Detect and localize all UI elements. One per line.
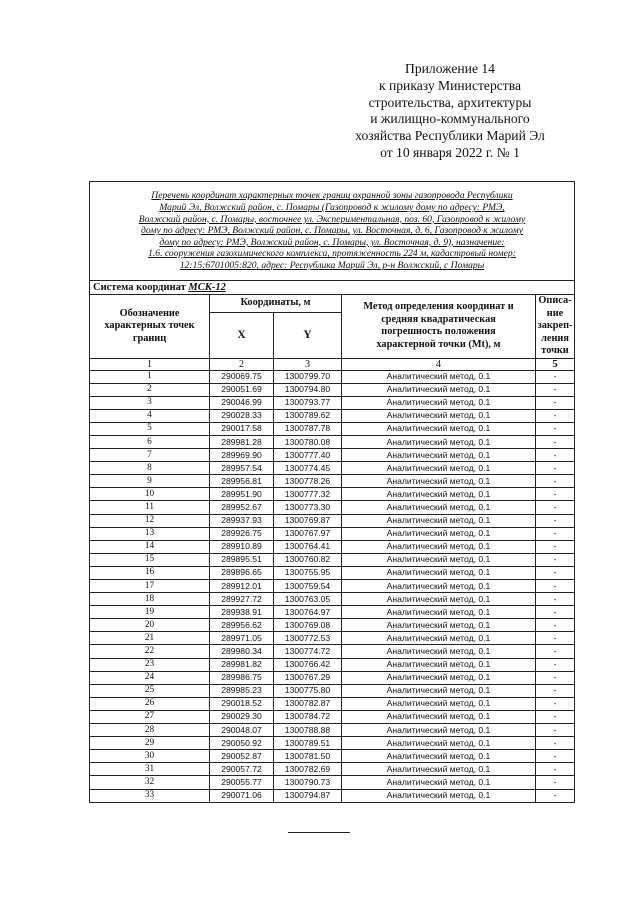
fixing-description-cell: - [536,370,575,383]
appendix-header-line: хозяйства Республики Марий Эл [355,128,545,144]
designation-header-line: характерных точек [104,320,195,331]
fixing-description-cell: - [536,671,575,684]
fixing-description-cell: - [536,435,575,448]
method-cell: Аналитический метод, 0.1 [342,710,536,723]
table-row [90,475,575,488]
table-body [90,370,575,802]
table-row [90,737,575,750]
point-number-cell: 33 [90,789,210,802]
column-number: 5 [536,358,575,370]
fixing-description-cell: - [536,449,575,462]
point-number-cell: 3 [90,396,210,409]
x-coordinate-cell: 289969.90 [210,449,274,462]
fixing-description-cell: - [536,475,575,488]
appendix-header-line: Приложение 14 [405,61,495,76]
y-coordinate-cell: 1300764.97 [274,606,342,619]
point-number-cell: 29 [90,737,210,750]
method-cell: Аналитический метод, 0.1 [342,619,536,632]
description-line: Волжский район, с. Помары, восточнее ул. Экспериментальная, поз. 60, Газопровод к жилому [138,213,526,225]
column-number: 4 [342,358,536,370]
y-coordinate-cell: 1300787.78 [274,422,342,435]
fixing-description-cell: - [536,540,575,553]
method-header-line: Метод определения координат и [363,301,514,313]
y-coordinate-cell: 1300774.72 [274,645,342,658]
point-number-cell: 15 [90,553,210,566]
fixing-description-cell: - [536,710,575,723]
fixing-description-cell: - [536,658,575,671]
column-number: 3 [274,358,342,370]
point-number-cell: 7 [90,449,210,462]
y-coordinate-cell: 1300789.51 [274,737,342,750]
table-row [90,750,575,763]
y-coordinate-cell: 1300764.41 [274,540,342,553]
method-cell: Аналитический метод, 0.1 [342,422,536,435]
x-coordinate-cell: 289956.81 [210,475,274,488]
method-cell: Аналитический метод, 0.1 [342,370,536,383]
column-number: 1 [90,358,210,370]
point-number-cell: 31 [90,763,210,776]
table-row [90,462,575,475]
method-header-line: средняя квадратическая [381,313,496,325]
method-cell: Аналитический метод, 0.1 [342,658,536,671]
y-coordinate-cell: 1300766.42 [274,658,342,671]
description-header [536,295,575,359]
x-coordinate-cell: 290018.52 [210,697,274,710]
x-coordinate-cell: 290028.33 [210,409,274,422]
table-row [90,449,575,462]
x-coordinate-cell: 289912.01 [210,580,274,593]
point-number-cell: 26 [90,697,210,710]
method-cell: Аналитический метод, 0.1 [342,409,536,422]
table-row [90,370,575,383]
y-coordinate-cell: 1300794.87 [274,789,342,802]
point-number-cell: 16 [90,566,210,579]
y-coordinate-cell: 1300763.05 [274,593,342,606]
method-cell: Аналитический метод, 0.1 [342,697,536,710]
fixing-description-cell: - [536,409,575,422]
x-coordinate-cell: 289981.28 [210,435,274,448]
description-line: дому по адресу: РМЭ, Волжский район, с. Помары, ул. Восточная, д. 6, Газопровод к жилому [141,225,523,237]
description-line: 1.6. сооружения газохимического комплекса, протяженность 224 м, кадастровый номер: [148,248,516,260]
table-row [90,632,575,645]
x-coordinate-cell: 289985.23 [210,684,274,697]
method-cell: Аналитический метод, 0.1 [342,514,536,527]
table-row [90,422,575,435]
table-row [90,671,575,684]
description-header-line: ние [546,307,564,319]
designation-header-line: границ [132,332,167,344]
table-row [90,435,575,448]
y-coordinate-cell: 1300793.77 [274,396,342,409]
footer-separator [288,832,350,833]
y-header: Y [274,313,342,358]
x-coordinate-cell: 289981.82 [210,658,274,671]
x-coordinate-cell: 290052.87 [210,750,274,763]
method-cell: Аналитический метод, 0.1 [342,553,536,566]
method-cell: Аналитический метод, 0.1 [342,527,536,540]
table-row [90,566,575,579]
fixing-description-cell: - [536,789,575,802]
y-coordinate-cell: 1300769.87 [274,514,342,527]
fixing-description-cell: - [536,422,575,435]
method-cell: Аналитический метод, 0.1 [342,737,536,750]
y-coordinate-cell: 1300789.62 [274,409,342,422]
x-coordinate-cell: 289971.05 [210,632,274,645]
method-cell: Аналитический метод, 0.1 [342,789,536,802]
y-coordinate-cell: 1300777.32 [274,488,342,501]
point-number-cell: 32 [90,776,210,789]
y-coordinate-cell: 1300790.73 [274,776,342,789]
fixing-description-cell: - [536,383,575,396]
column-number: 2 [210,358,274,370]
table-row [90,527,575,540]
y-coordinate-cell: 1300767.29 [274,671,342,684]
x-coordinate-cell: 289926.75 [210,527,274,540]
y-coordinate-cell: 1300775.80 [274,684,342,697]
method-cell: Аналитический метод, 0.1 [342,750,536,763]
x-coordinate-cell: 289957.54 [210,462,274,475]
fixing-description-cell: - [536,737,575,750]
fixing-description-cell: - [536,619,575,632]
x-coordinate-cell: 289952.67 [210,501,274,514]
method-cell: Аналитический метод, 0.1 [342,449,536,462]
appendix-header [300,61,600,162]
point-number-cell: 17 [90,580,210,593]
table-row [90,684,575,697]
x-coordinate-cell: 290051.69 [210,383,274,396]
point-number-cell: 21 [90,632,210,645]
y-coordinate-cell: 1300794.80 [274,383,342,396]
method-cell: Аналитический метод, 0.1 [342,645,536,658]
method-header-line: погрешность положения [381,326,496,338]
appendix-header-line: и жилищно-коммунального [370,111,530,127]
y-coordinate-cell: 1300777.40 [274,449,342,462]
point-number-cell: 4 [90,409,210,422]
x-coordinate-cell: 290057.72 [210,763,274,776]
point-number-cell: 19 [90,606,210,619]
x-coordinate-cell: 290071.06 [210,789,274,802]
method-cell: Аналитический метод, 0.1 [342,435,536,448]
method-cell: Аналитический метод, 0.1 [342,580,536,593]
fixing-description-cell: - [536,750,575,763]
point-number-cell: 10 [90,488,210,501]
method-cell: Аналитический метод, 0.1 [342,776,536,789]
description-header-line: закреп- [537,320,573,331]
y-coordinate-cell: 1300788.88 [274,724,342,737]
method-cell: Аналитический метод, 0.1 [342,632,536,645]
table-row [90,514,575,527]
x-coordinate-cell: 289896.65 [210,566,274,579]
description-header-line: Описа- [538,295,572,306]
point-number-cell: 12 [90,514,210,527]
table-row [90,619,575,632]
x-coordinate-cell: 290046.99 [210,396,274,409]
x-coordinate-cell: 290017.58 [210,422,274,435]
y-coordinate-cell: 1300772.53 [274,632,342,645]
designation-header-line: Обозначение [119,307,180,319]
y-coordinate-cell: 1300799.70 [274,370,342,383]
y-coordinate-cell: 1300774.45 [274,462,342,475]
method-cell: Аналитический метод, 0.1 [342,606,536,619]
table-row [90,593,575,606]
x-coordinate-cell: 290055.77 [210,776,274,789]
fixing-description-cell: - [536,553,575,566]
appendix-header-line: строительства, архитектуры [368,94,532,110]
table-row [90,606,575,619]
x-coordinate-cell: 289986.75 [210,671,274,684]
y-coordinate-cell: 1300778.26 [274,475,342,488]
table-row [90,553,575,566]
description-header-line: точки [541,345,569,356]
method-cell: Аналитический метод, 0.1 [342,593,536,606]
y-coordinate-cell: 1300755.95 [274,566,342,579]
fixing-description-cell: - [536,488,575,501]
method-cell: Аналитический метод, 0.1 [342,383,536,396]
coordinates-table [89,181,575,803]
fixing-description-cell: - [536,527,575,540]
x-coordinate-cell: 289937.93 [210,514,274,527]
table-row [90,645,575,658]
x-coordinate-cell: 290069.75 [210,370,274,383]
point-number-cell: 25 [90,684,210,697]
point-number-cell: 18 [90,593,210,606]
method-cell: Аналитический метод, 0.1 [342,475,536,488]
y-coordinate-cell: 1300769.08 [274,619,342,632]
appendix-header-line: от 10 января 2022 г. № 1 [380,144,520,160]
fixing-description-cell: - [536,593,575,606]
description-line: Марий Эл, Волжский район, с. Помары (Газопровод к жилому дому по адресу: РМЭ, [159,202,505,214]
point-number-cell: 5 [90,422,210,435]
y-coordinate-cell: 1300759.54 [274,580,342,593]
x-header: X [210,313,274,358]
point-number-cell: 14 [90,540,210,553]
fixing-description-cell: - [536,697,575,710]
table-row [90,383,575,396]
method-cell: Аналитический метод, 0.1 [342,566,536,579]
coordinate-system [90,281,575,295]
x-coordinate-cell: 290029.30 [210,710,274,723]
x-coordinate-cell: 289927.72 [210,593,274,606]
point-number-cell: 30 [90,750,210,763]
table-row [90,776,575,789]
description-line: дому по адресу: РМЭ, Волжский район, с. Помары, ул. Восточная, д. 9), назначение: [159,236,505,248]
table-row [90,658,575,671]
description-header-line: ления [541,332,569,344]
point-number-cell: 6 [90,435,210,448]
point-number-cell: 2 [90,383,210,396]
table-row [90,763,575,776]
y-coordinate-cell: 1300760.82 [274,553,342,566]
table-row [90,580,575,593]
y-coordinate-cell: 1300782.69 [274,763,342,776]
fixing-description-cell: - [536,606,575,619]
object-description [90,182,575,281]
description-line: 12:15:6701005:820, адрес: Республика Марий Эл, р-н Волжский, с Помары [179,259,485,271]
x-coordinate-cell: 289951.90 [210,488,274,501]
fixing-description-cell: - [536,645,575,658]
coordinate-system-name: МСК-12 [188,282,226,293]
table-row [90,724,575,737]
coordinates-header: Координаты, м [210,295,342,313]
point-number-cell: 27 [90,710,210,723]
point-number-cell: 8 [90,462,210,475]
fixing-description-cell: - [536,396,575,409]
fixing-description-cell: - [536,763,575,776]
x-coordinate-cell: 289956.62 [210,619,274,632]
y-coordinate-cell: 1300773.30 [274,501,342,514]
appendix-header-line: к приказу Министерства [378,77,522,93]
table-row [90,710,575,723]
y-coordinate-cell: 1300780.08 [274,435,342,448]
method-cell: Аналитический метод, 0.1 [342,671,536,684]
table-head [90,182,575,371]
y-coordinate-cell: 1300767.97 [274,527,342,540]
x-coordinate-cell: 289910.89 [210,540,274,553]
table-row [90,697,575,710]
fixing-description-cell: - [536,684,575,697]
method-cell: Аналитический метод, 0.1 [342,724,536,737]
x-coordinate-cell: 290048.07 [210,724,274,737]
method-header [342,295,536,359]
method-cell: Аналитический метод, 0.1 [342,501,536,514]
table-row [90,396,575,409]
point-number-cell: 9 [90,475,210,488]
table-row [90,488,575,501]
fixing-description-cell: - [536,566,575,579]
point-number-cell: 23 [90,658,210,671]
table-row [90,540,575,553]
method-cell: Аналитический метод, 0.1 [342,396,536,409]
method-cell: Аналитический метод, 0.1 [342,462,536,475]
method-cell: Аналитический метод, 0.1 [342,684,536,697]
point-number-cell: 22 [90,645,210,658]
method-cell: Аналитический метод, 0.1 [342,540,536,553]
y-coordinate-cell: 1300784.72 [274,710,342,723]
fixing-description-cell: - [536,501,575,514]
description-line: Перечень координат характерных точек границ охранной зоны газопровода Республики [151,190,513,202]
method-cell: Аналитический метод, 0.1 [342,488,536,501]
coordinate-system-label: Система координат [93,282,186,293]
fixing-description-cell: - [536,632,575,645]
designation-header [90,295,210,359]
fixing-description-cell: - [536,462,575,475]
method-header-line: характерной точки (Mt), м [376,338,501,350]
fixing-description-cell: - [536,580,575,593]
y-coordinate-cell: 1300781.50 [274,750,342,763]
point-number-cell: 13 [90,527,210,540]
table-row [90,409,575,422]
point-number-cell: 1 [90,370,210,383]
fixing-description-cell: - [536,514,575,527]
table-row [90,789,575,802]
fixing-description-cell: - [536,724,575,737]
y-coordinate-cell: 1300782.87 [274,697,342,710]
x-coordinate-cell: 289980.34 [210,645,274,658]
point-number-cell: 28 [90,724,210,737]
x-coordinate-cell: 289895.51 [210,553,274,566]
method-cell: Аналитический метод, 0.1 [342,763,536,776]
point-number-cell: 24 [90,671,210,684]
point-number-cell: 11 [90,501,210,514]
x-coordinate-cell: 290050.92 [210,737,274,750]
x-coordinate-cell: 289938.91 [210,606,274,619]
point-number-cell: 20 [90,619,210,632]
fixing-description-cell: - [536,776,575,789]
table-row [90,501,575,514]
column-numbering-row [90,358,575,370]
